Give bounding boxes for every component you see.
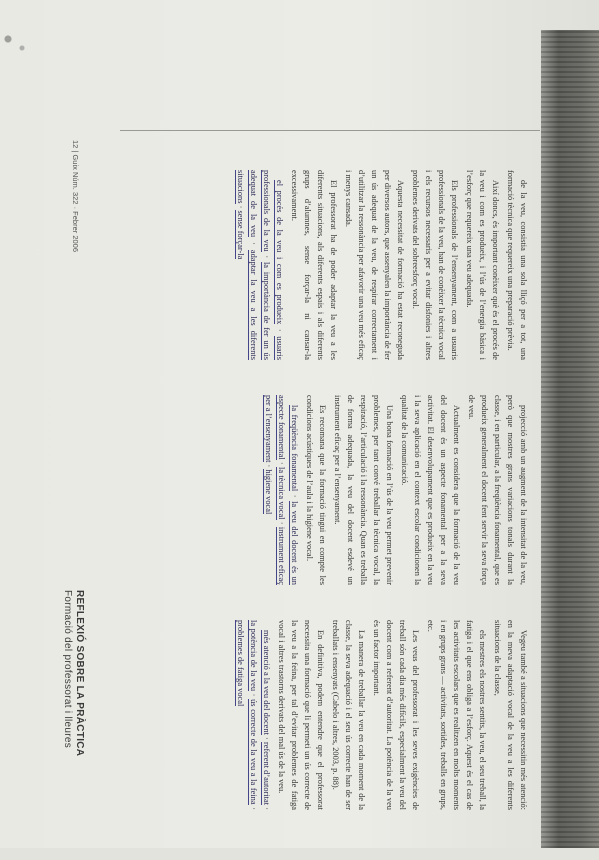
paragraph: projecció amb un augment de la intensitat de la veu, però que mostres grans variacions tonals durant la classe, i en particular, a la freqüència fonamental, que es produeix generalment el docent fent servir la seva força de veu. bbox=[467, 395, 528, 585]
scan-artifact bbox=[0, 30, 40, 60]
underlined-phrase: referent d’autoritat bbox=[262, 742, 271, 806]
paragraph: El professorat ha de poder adaptar la veu a les diferents situacions, als diferents espais i als diferents grups d’alumnes, sense forçar-la ni cansar-la excessivament. bbox=[290, 170, 338, 360]
paragraph: Es recomana que la formació tingui en compte les condicions acústiques de l’aula i la higiene vocal. bbox=[305, 395, 327, 585]
text-column-1: Vegeu també a situacions que necessitin més atenció: en la meva adaptació vocal de la veu a les diferents situacions de la classe, els mestres els nostres sentits, la veu, el seu treball, la fatiga i el que ens obliga a l’esforç. Aquest és el cas de les activitats escolars que es realitzen en molts moments i en grups grans — activitats, sortides, treballs en grups, etc. Les veus del professorat i les seves exigències de treball són cada dia més difícils, especialment la veu del docent com a referent d’autoritat. La potència de la veu és un factor important. La manera de treballar la veu en cada moment de la classe, la seva adequació i el seu ús correcte han de ser treballats i ensenyats (Cabelo i altres, 2003, p. 88). En definitiva, podem entendre que el professorat necessita una formació que li permeti un ús correcte de la veu a la feina, per tal d’evitar problemes de fatiga vocal i altres trastorns derivats del mal ús de la veu. més atenció a la veu del docent · referent d’autoritat · la potència de la veu · ús correcte de la veu a la feina · problemes de fatiga vocal bbox=[236, 620, 528, 810]
underlined-phrase: higiene vocal bbox=[264, 469, 273, 515]
paragraph: Una bona formació en l’ús de la veu permet prevenir problemes, per tant convé treballar la tècnica vocal, la respiració, l’articulació i la ressonància. Quan es treballa de forma adequada, la veu del docent esdevé un instrument eficaç per a l’ensenyament. bbox=[333, 395, 394, 585]
text-column-2: projecció amb un augment de la intensitat de la veu, però que mostres grans variacions tonals durant la classe, i en particular, a la freqüència fonamental, que es produeix generalment el docent fent servir la seva força de veu. Actualment es considera que la formació de la veu del docent és un aspecte fonamental per a la seva activitat. El desenvolupament que es produeix en la veu i la seva aplicació en el context escolar condicionen la qualitat de la comunicació. Una bona formació en l’ús de la veu permet prevenir problemes, per tant convé treballar la tècnica vocal, la respiració, l’articulació i la ressonància. Quan es treballa de forma adequada, la veu del docent esdevé un instrument eficaç per a l’ensenyament. Es recomana que la formació tingui en compte les condicions acústiques de l’aula i la higiene vocal. la freqüència fonamental · la veu del docent és un aspecte fonamental · la tècnica vocal · instrument eficaç per a l’ensenyament · higiene vocal bbox=[264, 395, 528, 585]
underlined-phrase: el procés de la veu i com es produeix bbox=[275, 180, 284, 325]
underlined-phrase: la tècnica vocal bbox=[277, 467, 286, 520]
paragraph: Actualment es considera que la formació de la veu del docent és un aspecte fonamental per a la seva activitat. El desenvolupament que es produeix en la veu i la seva aplicació en el context escolar condicionen la qualitat de la comunicació. bbox=[400, 395, 461, 585]
underlined-phrase: sense forçar-la bbox=[236, 210, 245, 260]
text-column-3: de la veu, consistia una sola lliçó per a tot, una formació tècnica que requereix una preparació prèvia. Així doncs, és important conèixer què és el procés de la veu i com es produeix, i l’ús de l’energia bàsica i l’esforç que requereix una veu adequada. Els professionals de l’ensenyament, com a usuaris professionals de la veu, han de conèixer la tècnica vocal i els recursos necessaris per a evitar disfonies i altres problemes derivats del sobreesforç vocal. Aquesta necessitat de formació ha estat reconeguda per diversos autors, que assenyalen la importància de fer un ús adequat de la veu, de respirar correctament i d’utilitzar la ressonància per afavorir una veu més eficaç i menys cansada. El professorat ha de poder adaptar la veu a les diferents situacions, als diferents espais i als diferents grups d’alumnes, sense forçar-la ni cansar-la excessivament. el procés de la veu i com es produeix · usuaris professionals de la veu · la importància de fer un ús adequat de la veu · adaptar la veu a les diferents situacions · sense forçar-la bbox=[236, 170, 528, 360]
underlined-phrase: la importància de fer un ús adequat de la veu bbox=[249, 170, 271, 360]
paragraph: Aquesta necessitat de formació ha estat reconeguda per diversos autors, que assenyalen la importància de fer un ús adequat de la veu, de respirar correctament i d’utilitzar la ressonància per afavorir una veu més eficaç i menys cansada. bbox=[344, 170, 405, 360]
underlined-phrase: usuaris professionals de la veu bbox=[262, 170, 284, 360]
rotated-page-content bbox=[62, 140, 540, 860]
paragraph: La manera de treballar la veu en cada moment de la classe, la seva adequació i el seu ús correcte han de ser treballats i ensenyats (Cabelo i altres, 2003, p. 88). bbox=[331, 620, 366, 810]
underlined-phrase: més atenció a la veu del docent bbox=[262, 630, 271, 735]
paragraph: els mestres els nostres sentits, la veu, el seu treball, la fatiga i el que ens obliga a l’esforç. Aquest és el cas de les activitats escolars que es realitzen en molts moments i en grups grans — activitats, sortides, treballs en grups, etc. bbox=[426, 620, 487, 810]
paragraph: En definitiva, podem entendre que el professorat necessita una formació que li permeti un ús correcte de la veu a la feina, per tal d’evitar problemes de fatiga vocal i altres trastorns derivats del mal ús de la veu. bbox=[277, 620, 325, 810]
underlined-phrase: ús correcte de la veu a la feina bbox=[249, 699, 258, 805]
page-rule bbox=[120, 130, 540, 131]
underlined-phrase: problemes de fatiga vocal bbox=[236, 620, 245, 707]
underlined-phrase: adaptar la veu a les diferents situacions bbox=[236, 170, 258, 360]
header-title: REFLEXIÓ SOBRE LA PRÀCTICA bbox=[74, 590, 85, 757]
paragraph: Així doncs, és important conèixer què és el procés de la veu i com es produeix, i l’ús de l’energia bàsica i l’esforç que requereix una veu adequada. bbox=[465, 170, 500, 360]
paragraph: Vegeu també a situacions que necessitin més atenció: en la meva adaptació vocal de la veu a les diferents situacions de la classe, bbox=[493, 620, 528, 810]
page-footer: 12 | Guix Núm. 322 · Febrer 2006 bbox=[71, 140, 80, 253]
underlined-phrase: instrument eficaç per a l’ensenyament bbox=[264, 395, 286, 585]
underlined-phrase: la freqüència fonamental bbox=[290, 405, 299, 492]
underlined-phrase: la potència de la veu bbox=[249, 620, 258, 692]
underlined-phrase: la veu del docent és un aspecte fonamental bbox=[277, 395, 299, 585]
header-subtitle: Formació del professorat i lleures bbox=[62, 590, 73, 749]
paragraph: Les veus del professorat i les seves exigències de treball són cada dia més difícils, especialment la veu del docent com a referent d’autoritat. La potència de la veu és un factor important. bbox=[372, 620, 420, 810]
scan-shadow-edge bbox=[541, 30, 599, 848]
paragraph: Els professionals de l’ensenyament, com a usuaris professionals de la veu, han de conèixer la tècnica vocal i els recursos necessaris per a evitar disfonies i altres problemes derivats del sobreesforç vocal. bbox=[411, 170, 459, 360]
paragraph: de la veu, consistia una sola lliçó per a tot, una formació tècnica que requereix una preparació prèvia. bbox=[506, 170, 528, 360]
running-header bbox=[61, 590, 85, 820]
